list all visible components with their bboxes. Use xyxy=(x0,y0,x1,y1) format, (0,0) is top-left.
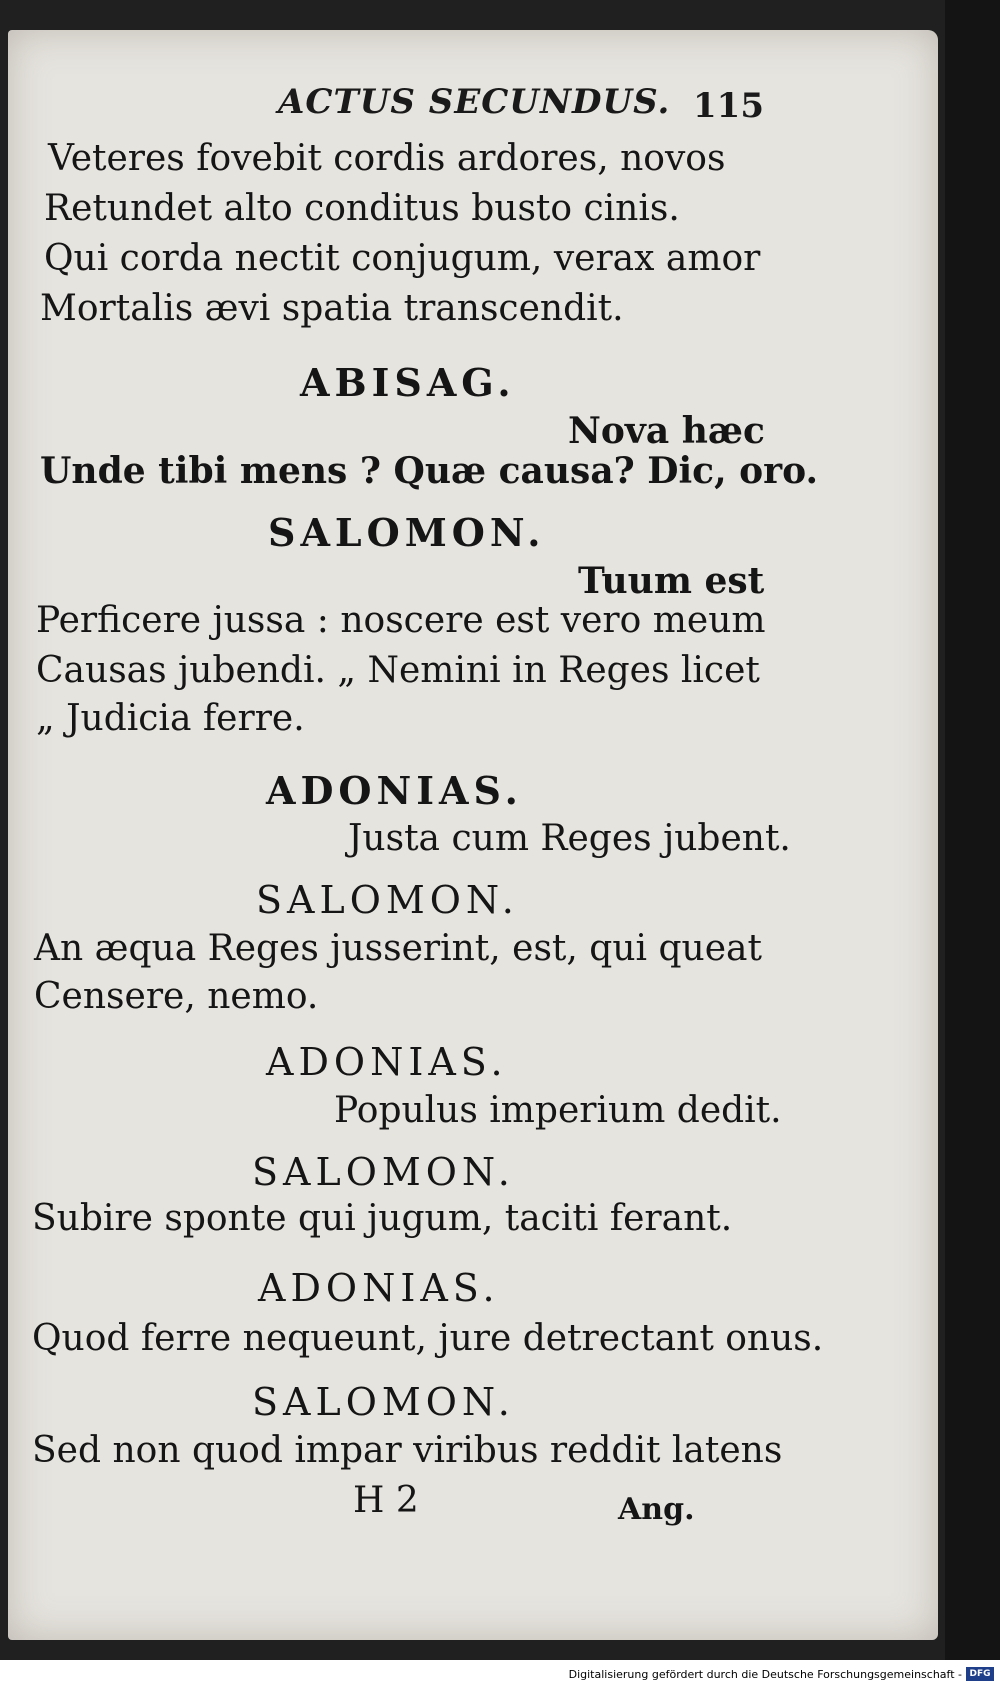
scan-edge xyxy=(945,0,1000,1660)
verse-line: Retundet alto conditus busto cinis. xyxy=(44,188,680,229)
catchword: Ang. xyxy=(618,1492,695,1527)
verse-line: Quod ferre nequeunt, jure detrectant onus. xyxy=(32,1318,824,1359)
running-head: ACTUS SECUNDUS. xyxy=(278,82,671,122)
verse-line: Veteres fovebit cordis ardores, novos xyxy=(48,138,726,179)
verse-line: Nova hæc xyxy=(568,410,765,452)
verse-line: Causas jubendi. „ Nemini in Reges licet xyxy=(36,650,760,691)
dfg-logo: DFG xyxy=(966,1667,994,1681)
signature-mark: H 2 xyxy=(353,1480,419,1521)
footer-credit: Digitalisierung gefördert durch die Deutsche Forschungsgemeinschaft - xyxy=(568,1668,962,1681)
verse-line: An æqua Reges jusserint, est, qui queat xyxy=(34,928,762,969)
verse-line: Sed non quod impar viribus reddit latens xyxy=(32,1430,783,1471)
speaker-name: SALOMON. xyxy=(268,510,546,555)
speaker-name: ADONIAS. xyxy=(266,768,523,813)
speaker-name: SALOMON. xyxy=(252,1150,515,1194)
verse-line: Populus imperium dedit. xyxy=(334,1090,782,1131)
speaker-name: ABISAG. xyxy=(300,360,516,405)
verse-line: Perficere jussa : noscere est vero meum xyxy=(36,600,766,641)
verse-line: Tuum est xyxy=(578,560,765,602)
verse-line: Unde tibi mens ? Quæ causa? Dic, oro. xyxy=(40,450,819,492)
verse-line: Mortalis ævi spatia transcendit. xyxy=(40,288,624,329)
verse-line: Qui corda nectit conjugum, verax amor xyxy=(44,238,761,279)
footer-bar xyxy=(0,1660,1000,1690)
verse-line: Subire sponte qui jugum, taciti ferant. xyxy=(32,1198,733,1239)
speaker-name: SALOMON. xyxy=(256,878,519,922)
speaker-name: ADONIAS. xyxy=(266,1040,508,1084)
verse-line: Justa cum Reges jubent. xyxy=(348,818,791,859)
speaker-name: ADONIAS. xyxy=(258,1266,500,1310)
page-number: 115 xyxy=(693,86,764,126)
speaker-name: SALOMON. xyxy=(252,1380,515,1424)
verse-line: „ Judicia ferre. xyxy=(36,698,305,739)
book-page xyxy=(8,30,938,1640)
verse-line: Censere, nemo. xyxy=(34,976,319,1017)
